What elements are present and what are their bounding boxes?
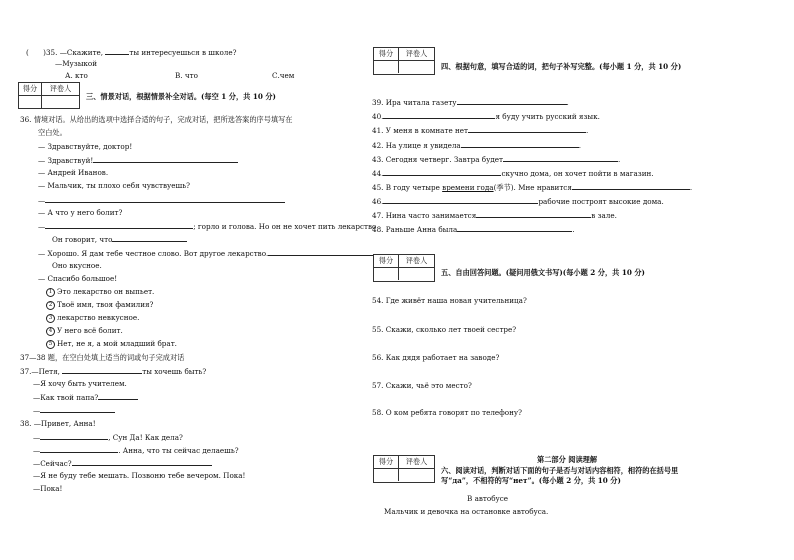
question-57: 57. Скажи, чьё это место?	[372, 381, 472, 390]
item-46: 46. рабочие построят высокие дома.	[372, 197, 664, 206]
q38-line-6: —Пока!	[33, 484, 63, 493]
dialog-line-11: — Спасибо большое!	[38, 274, 118, 283]
q37-38-intro-text: 37—38 题，在空白处填上适当的词或句子完成对话	[20, 353, 185, 362]
option-4: 4 У него всё болит.	[46, 326, 123, 336]
item-42: 42. На улице я увидела .	[372, 141, 582, 150]
dialog-line-4: — Мальчик, ты плохо себя чувствуешь?	[38, 181, 190, 190]
q37-line-2: —Я хочу быть учителем.	[33, 379, 127, 388]
question-55: 55. Скажи, сколько лет твоей сестре?	[372, 325, 517, 334]
dialog-line-7: — ; горло и голова. Но он не хочет пить лекарство	[38, 222, 377, 231]
item-47: 47. Нина часто занимается в зале.	[372, 211, 617, 220]
item-41: 41. У меня в комнате нет .	[372, 126, 589, 135]
dialog-line-3: — Андрей Иванов.	[38, 168, 109, 177]
item-40: 40. я буду учить русский язык.	[372, 112, 600, 121]
score-box-sec6: 得分 评卷人	[373, 455, 435, 483]
item-44: 44. скучно дома, он хочет пойти в магазин.	[372, 169, 654, 178]
q38-line-2: — , Сун Да! Как дела?	[33, 433, 183, 442]
reading-subtitle: Мальчик и девочка на остановке автобуса.	[384, 507, 549, 516]
item-43: 43. Сегодня четверг. Завтра будет .	[372, 155, 621, 164]
option-3: 3 лекарство невкусное.	[46, 313, 139, 323]
section-5-title: 五、自由回答问题。(疑问用俄文书写)(每小题 2 分，共 10 分)	[441, 268, 645, 277]
q36-intro-2: 空白处。	[38, 128, 67, 137]
section-3-title: 三、情景对话，根据情景补全对话。(每空 1 分，共 10 分)	[86, 92, 276, 101]
q38-line-4: —Сейчас?	[33, 458, 212, 468]
q35-blank[interactable]	[105, 47, 129, 55]
q37-line-3: —Как твой папа?	[33, 392, 138, 402]
question-54: 54. Где живёт наша новая учительница?	[372, 296, 527, 305]
q35-option-a: А. кто	[65, 71, 88, 80]
q35-answer: —Музыкой	[55, 59, 98, 68]
dialog-line-5: —	[38, 195, 285, 205]
dialog-line-10: Оно вкусное.	[52, 261, 102, 270]
q37-line-1: 37.—Петя, ты хочешь быть?	[20, 367, 207, 376]
q35-option-b: В. что	[175, 71, 198, 80]
section-4-title: 四、根据句意，填写合适的词，把句子补写完整。(每小题 1 分，共 10 分)	[441, 62, 682, 71]
item-39: 39. Ира читала газету .	[372, 98, 569, 107]
dialog-line-2: — Здравствуй!	[38, 155, 238, 165]
score-box-sec4: 得分 评卷人	[373, 47, 435, 75]
q35-option-c: С.чем	[272, 71, 295, 80]
q38-line-3: — . Анна, что ты сейчас делаешь?	[33, 446, 239, 455]
dialog-line-1: — Здравствуйте, доктор!	[38, 142, 133, 151]
question-58: 58. О ком ребята говорят по телефону?	[372, 408, 522, 417]
question-56: 56. Как дядя работает на заводе?	[372, 353, 500, 362]
section-6-title-1: 六、阅读对话，判断对话下面的句子是否与对话内容相符，相符的在括号里	[441, 466, 679, 475]
option-5: 5 Нет, не я, а мой младший брат.	[46, 339, 177, 349]
section-6-title-2: 写“да”，不相符的写“нет”。(每小题 2 分，共 10 分)	[441, 476, 621, 485]
item-45: 45. В году четыре времени года(季节). Мне нравится .	[372, 183, 693, 192]
option-1: 1 Это лекарство он выпьет.	[46, 287, 154, 297]
q37-line-4: —	[33, 405, 115, 415]
q38-line-5: —Я не буду тебе мешать. Позвоню тебе вечером. Пока!	[33, 471, 246, 480]
reading-title: В автобусе	[467, 494, 509, 503]
part-2-title: 第二部分 阅读理解	[537, 455, 598, 464]
score-box-sec3: 得分 评卷人	[18, 82, 80, 109]
score-box-sec5: 得分 评卷人	[373, 254, 435, 282]
q35-line: ( )35. —Скажите, ты интересуешься в школе?	[26, 48, 237, 57]
q36-intro-1: 36. 情境对话。从给出的选项中选择合适的句子，完成对话，把所选答案的序号填写在	[20, 115, 293, 124]
q38-line-1: 38. —Привет, Анна!	[20, 419, 96, 428]
dialog-line-9: — Хорошо. Я дам тебе честное слово. Вот другое лекарство.	[38, 248, 373, 258]
dialog-line-6: — А что у него болит?	[38, 208, 123, 217]
dialog-line-8: Он говорит, что	[52, 234, 187, 244]
item-48: 48. Раньше Анна была .	[372, 225, 575, 234]
option-2: 2 Твоё имя, твоя фамилия?	[46, 300, 153, 310]
